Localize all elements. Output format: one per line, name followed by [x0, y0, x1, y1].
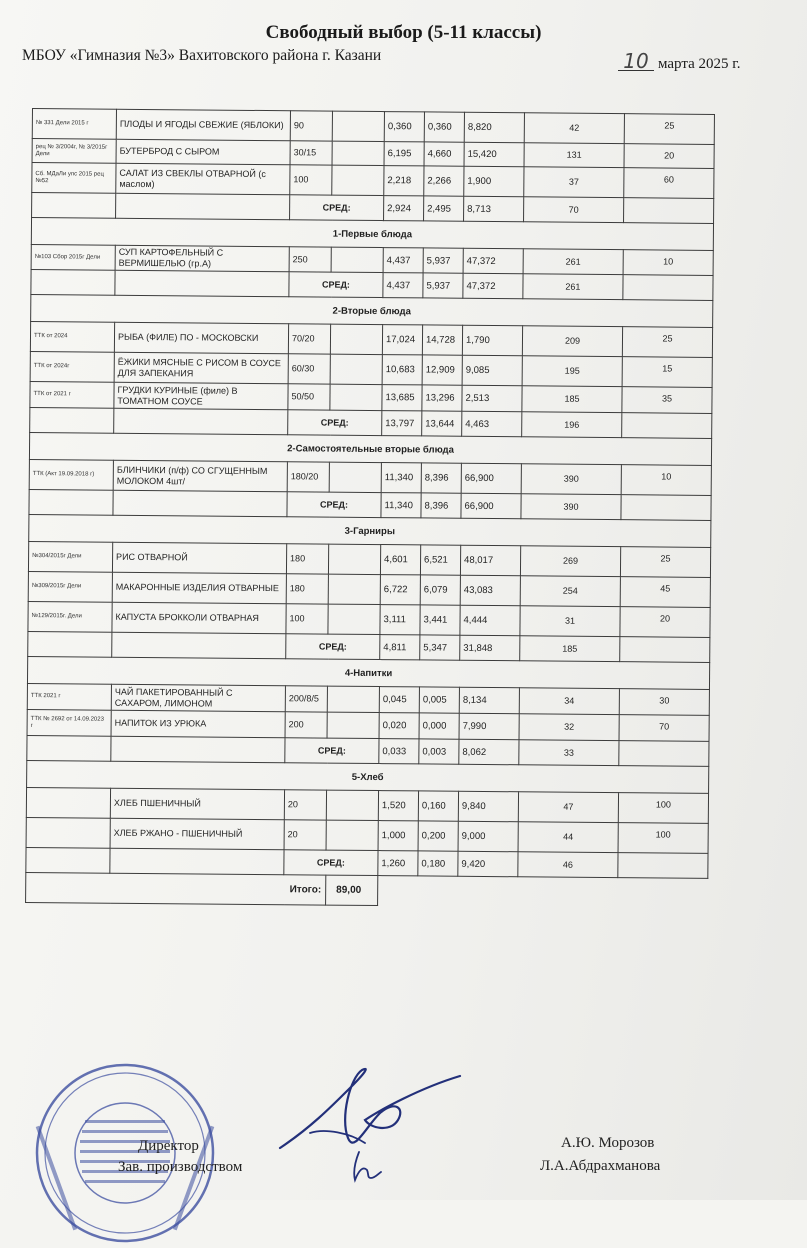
empty-cell [332, 165, 384, 195]
portion: 200/8/5 [285, 686, 327, 712]
recipe-reference: Сб. МДаЛи упс 2015 рец №52 [32, 163, 116, 194]
total-value: 89,00 [326, 875, 378, 905]
document-title: Свободный выбор (5-11 классы) [265, 22, 542, 43]
average-label: СРЕД: [289, 272, 383, 298]
recipe-reference: ТТК № 2692 от 14.09.2023 г [27, 709, 111, 736]
empty-cell [26, 847, 110, 873]
empty-cell [619, 741, 709, 767]
empty-cell [31, 269, 115, 295]
avg-calories: 33 [519, 740, 619, 766]
avg-proteins: 0,033 [379, 739, 419, 764]
proteins: 4,437 [383, 248, 423, 273]
carbohydrates: 43,083 [460, 575, 520, 606]
section-title: 3-Гарниры [29, 514, 711, 547]
avg-fats: 5,937 [423, 273, 463, 298]
dish-name: САЛАТ ИЗ СВЕКЛЫ ОТВАРНОЙ (с маслом) [116, 163, 290, 195]
avg-carbohydrates: 8,062 [459, 739, 519, 765]
empty-cell [328, 574, 380, 604]
carbohydrates: 4,444 [460, 605, 520, 636]
recipe-reference: ТТК от 2024г [30, 351, 114, 382]
portion: 100 [290, 165, 332, 195]
carbohydrates: 47,372 [463, 248, 523, 274]
carbohydrates: 8,134 [459, 687, 519, 714]
calories: 195 [522, 356, 622, 387]
portion: 70/20 [288, 324, 330, 354]
carbohydrates: 9,000 [458, 821, 518, 852]
avg-carbohydrates: 8,713 [464, 196, 524, 222]
total-row [26, 872, 708, 908]
avg-proteins: 11,340 [381, 493, 421, 518]
empty-cell [331, 247, 383, 272]
empty-cell [327, 686, 379, 712]
calories: 269 [520, 546, 620, 577]
portion: 20 [284, 790, 326, 820]
section-title: 5-Хлеб [27, 760, 709, 793]
avg-proteins: 13,797 [382, 411, 422, 436]
empty-cell [116, 193, 290, 220]
calories: 31 [520, 606, 620, 637]
price: 30 [619, 689, 709, 716]
carbohydrates: 1,790 [462, 325, 522, 356]
empty-cell [620, 637, 710, 663]
carbohydrates: 48,017 [460, 545, 520, 576]
average-label: СРЕД: [287, 492, 381, 518]
avg-fats: 0,180 [418, 851, 458, 876]
average-label: СРЕД: [290, 195, 384, 221]
avg-fats: 13,644 [422, 411, 462, 436]
director-name: А.Ю. Морозов [561, 1135, 655, 1151]
avg-carbohydrates: 4,463 [462, 411, 522, 437]
recipe-reference: ТТК (Акт 19.09.2018 г) [29, 459, 113, 490]
empty-cell [621, 495, 711, 521]
production-manager-signature [345, 1148, 385, 1184]
proteins: 0,045 [379, 687, 419, 713]
carbohydrates: 7,990 [459, 713, 519, 740]
empty-cell [27, 735, 111, 761]
price: 15 [622, 357, 712, 388]
proteins: 13,685 [382, 385, 422, 411]
proteins: 0,360 [384, 112, 424, 142]
portion: 180 [286, 544, 328, 574]
avg-calories: 46 [518, 852, 618, 878]
portion: 250 [289, 247, 331, 272]
price: 25 [622, 327, 712, 358]
avg-calories: 390 [521, 494, 621, 520]
calories: 34 [519, 688, 619, 715]
empty-cell [110, 848, 284, 875]
avg-calories: 70 [524, 197, 624, 223]
proteins: 2,218 [384, 166, 424, 196]
empty-cell [623, 275, 713, 301]
fats: 0,360 [424, 112, 464, 142]
avg-fats: 5,347 [420, 635, 460, 660]
section-title: 1-Первые блюда [31, 218, 713, 251]
dish-name: ЁЖИКИ МЯСНЫЕ С РИСОМ В СОУСЕ ДЛЯ ЗАПЕКАНИЯ [114, 352, 288, 384]
empty-cell [113, 490, 287, 517]
recipe-reference [26, 787, 110, 818]
calories: 261 [523, 249, 623, 275]
empty-cell [32, 193, 116, 219]
recipe-reference: №129/2015г. Дели [28, 601, 112, 632]
avg-carbohydrates: 31,848 [460, 635, 520, 661]
empty-cell [28, 631, 112, 657]
recipe-reference: ТТК 2021 г [27, 683, 111, 710]
calories: 37 [524, 167, 624, 198]
price: 10 [621, 465, 711, 496]
price: 25 [624, 114, 714, 145]
dish-name: ХЛЕБ РЖАНО - ПШЕНИЧНЫЙ [110, 818, 284, 850]
production-manager-title: Зав. производством [118, 1159, 243, 1175]
section-title: 2-Вторые блюда [31, 294, 713, 327]
portion: 20 [284, 820, 326, 850]
average-label: СРЕД: [285, 738, 379, 764]
avg-proteins: 4,811 [380, 635, 420, 660]
empty-cell [30, 407, 114, 433]
avg-carbohydrates: 66,900 [461, 493, 521, 519]
carbohydrates: 2,513 [462, 385, 522, 412]
dish-name: ХЛЕБ ПШЕНИЧНЫЙ [110, 788, 284, 820]
carbohydrates: 1,900 [464, 166, 524, 197]
avg-proteins: 1,260 [378, 851, 418, 876]
recipe-reference [26, 817, 110, 848]
empty-cell [328, 604, 380, 634]
document-date [618, 49, 758, 73]
fats: 6,521 [420, 545, 460, 575]
empty-cell [327, 712, 379, 738]
portion: 30/15 [290, 141, 332, 165]
recipe-reference: ТТК от 2021 г [30, 381, 114, 408]
price: 35 [622, 387, 712, 414]
price: 100 [618, 823, 708, 854]
empty-cell [622, 413, 712, 439]
carbohydrates: 9,085 [462, 355, 522, 386]
dish-name: КАПУСТА БРОККОЛИ ОТВАРНАЯ [112, 602, 286, 634]
avg-fats: 2,495 [424, 196, 464, 221]
empty-cell [326, 790, 378, 820]
recipe-reference: ТТК от 2024 [30, 321, 114, 352]
portion: 180/20 [287, 462, 329, 492]
section-title: 4-Напитки [27, 656, 709, 689]
dish-name: БУТЕРБРОД С СЫРОМ [116, 139, 290, 165]
avg-carbohydrates: 47,372 [463, 273, 523, 299]
avg-calories: 185 [520, 636, 620, 662]
average-label: СРЕД: [288, 410, 382, 436]
portion: 90 [290, 111, 332, 141]
proteins: 6,195 [384, 142, 424, 166]
proteins: 4,601 [380, 545, 420, 575]
fats: 0,000 [419, 713, 459, 739]
empty-cell [330, 324, 382, 354]
avg-calories: 261 [523, 274, 623, 300]
proteins: 11,340 [381, 463, 421, 493]
portion: 180 [286, 574, 328, 604]
recipe-reference: №309/2015г Дели [28, 571, 112, 602]
proteins: 0,020 [379, 713, 419, 739]
empty-area [378, 876, 708, 909]
recipe-reference: №304/2015г Дели [28, 541, 112, 572]
empty-cell [332, 141, 384, 165]
price: 20 [624, 144, 714, 169]
dish-name: ГРУДКИ КУРИНЫЕ (филе) В ТОМАТНОМ СОУСЕ [114, 382, 288, 410]
price: 60 [624, 168, 714, 199]
menu-table [25, 108, 715, 909]
empty-cell [29, 489, 113, 515]
carbohydrates: 15,420 [464, 142, 524, 167]
fats: 5,937 [423, 248, 463, 273]
portion: 200 [285, 712, 327, 738]
recipe-reference: рец № 3/2004г, № 3/2015г Дели [32, 139, 116, 164]
calories: 254 [520, 576, 620, 607]
price: 45 [620, 577, 710, 608]
avg-fats: 0,003 [419, 739, 459, 764]
calories: 42 [524, 113, 624, 144]
calories: 185 [522, 386, 622, 413]
dish-name: РИС ОТВАРНОЙ [112, 542, 286, 574]
empty-cell [332, 111, 384, 141]
calories: 131 [524, 143, 624, 168]
recipe-reference: №103 Сбор 2015г Дели [31, 244, 115, 270]
fats: 13,296 [422, 385, 462, 411]
dish-name: ЧАЙ ПАКЕТИРОВАННЫЙ С САХАРОМ, ЛИМОНОМ [111, 684, 285, 712]
dish-name: ПЛОДЫ И ЯГОДЫ СВЕЖИЕ (ЯБЛОКИ) [116, 109, 290, 141]
calories: 390 [521, 464, 621, 495]
proteins: 1,520 [378, 791, 418, 821]
calories: 32 [519, 714, 619, 741]
avg-fats: 8,396 [421, 493, 461, 518]
school-name: МБОУ «Гимназия №3» Вахитовского района г. Казани [22, 47, 382, 64]
empty-cell [618, 853, 708, 879]
calories: 44 [518, 822, 618, 853]
empty-cell [330, 384, 382, 410]
total-label: Итого: [26, 872, 326, 905]
dish-name: РЫБА (ФИЛЕ) ПО - МОСКОВСКИ [114, 322, 288, 354]
section-title: 2-Самостоятельные вторые блюда [29, 432, 711, 465]
dish-name: БЛИНЧИКИ (п/ф) СО СГУЩЕННЫМ МОЛОКОМ 4шт/ [113, 460, 287, 492]
portion: 60/30 [288, 354, 330, 384]
fats: 14,728 [422, 325, 462, 355]
empty-cell [115, 270, 289, 297]
date-month-year: марта 2025 г. [658, 56, 741, 72]
portion: 50/50 [288, 384, 330, 410]
carbohydrates: 9,840 [458, 791, 518, 822]
fats: 0,200 [418, 821, 458, 851]
price: 10 [623, 250, 713, 276]
fats: 6,079 [420, 575, 460, 605]
empty-cell [112, 632, 286, 659]
fats: 8,396 [421, 463, 461, 493]
proteins: 6,722 [380, 575, 420, 605]
empty-cell [624, 198, 714, 224]
fats: 12,909 [422, 355, 462, 385]
fats: 0,005 [419, 687, 459, 713]
price: 25 [620, 547, 710, 578]
average-label: СРЕД: [286, 634, 380, 660]
avg-proteins: 2,924 [384, 196, 424, 221]
avg-carbohydrates: 9,420 [458, 851, 518, 877]
proteins: 17,024 [382, 325, 422, 355]
empty-cell [330, 354, 382, 384]
director-title: Директор [138, 1138, 199, 1154]
fats: 2,266 [424, 166, 464, 196]
proteins: 1,000 [378, 821, 418, 851]
avg-calories: 196 [522, 412, 622, 438]
dish-name: НАПИТОК ИЗ УРЮКА [111, 710, 285, 738]
fats: 0,160 [418, 791, 458, 821]
carbohydrates: 8,820 [464, 112, 524, 143]
empty-cell [111, 736, 285, 763]
calories: 47 [518, 792, 618, 823]
date-day-handwritten: 10 [618, 52, 654, 71]
average-label: СРЕД: [284, 850, 378, 876]
empty-cell [326, 820, 378, 850]
avg-proteins: 4,437 [383, 273, 423, 298]
portion: 100 [286, 604, 328, 634]
dish-name: СУП КАРТОФЕЛЬНЫЙ С ВЕРМИШЕЛЬЮ (гр.А) [115, 245, 289, 272]
price: 20 [620, 607, 710, 638]
price: 70 [619, 715, 709, 742]
fats: 3,441 [420, 605, 460, 635]
fats: 4,660 [424, 142, 464, 166]
price: 100 [618, 793, 708, 824]
production-manager-name: Л.А.Абдрахманова [540, 1158, 661, 1174]
empty-cell [329, 462, 381, 492]
recipe-reference: № 331 Дели 2015 г [32, 109, 116, 140]
empty-cell [114, 408, 288, 435]
empty-cell [328, 544, 380, 574]
calories: 209 [522, 326, 622, 357]
dish-name: МАКАРОННЫЕ ИЗДЕЛИЯ ОТВАРНЫЕ [112, 572, 286, 604]
proteins: 3,111 [380, 605, 420, 635]
proteins: 10,683 [382, 355, 422, 385]
carbohydrates: 66,900 [461, 463, 521, 494]
